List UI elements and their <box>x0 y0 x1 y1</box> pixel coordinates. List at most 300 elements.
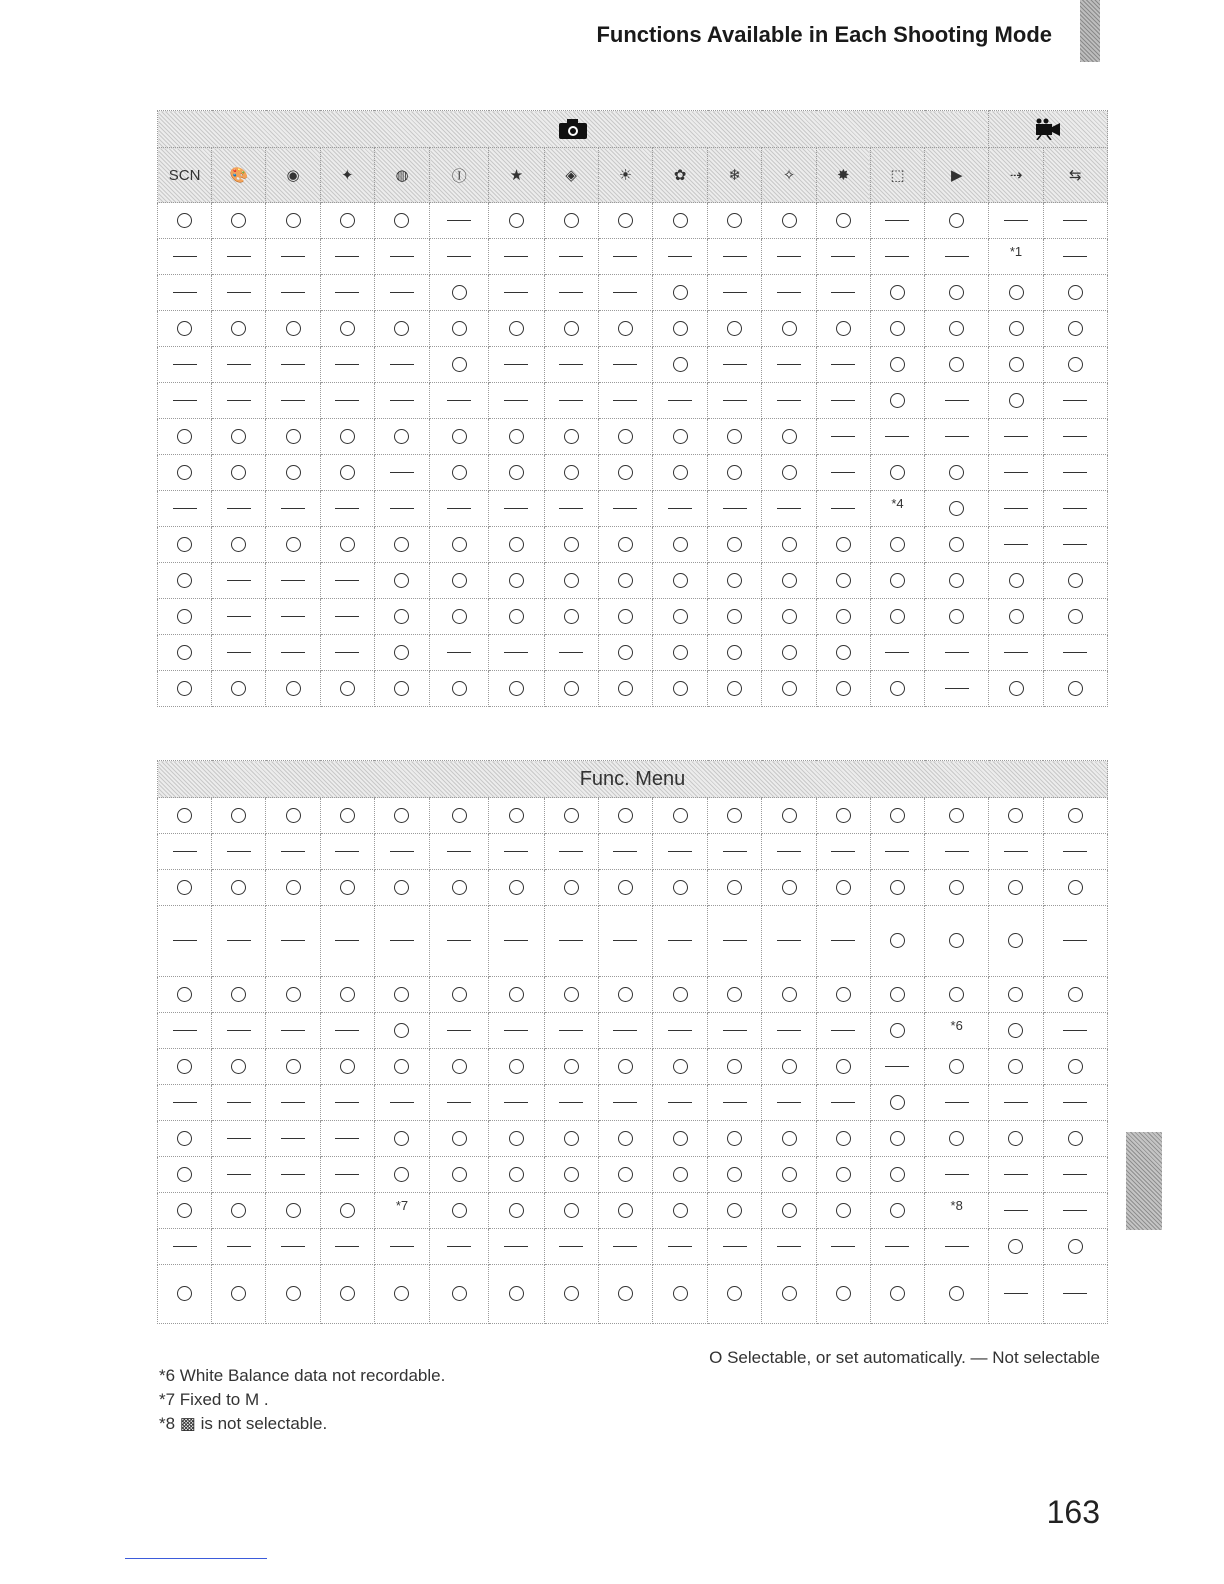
top-cell <box>544 383 598 419</box>
not-selectable-mark <box>227 1030 251 1031</box>
selectable-mark <box>1008 987 1023 1002</box>
top-cell <box>925 239 989 275</box>
not-selectable-mark <box>777 851 801 852</box>
bottom-cell <box>320 870 374 906</box>
selectable-mark <box>286 1059 301 1074</box>
not-selectable-mark <box>335 1246 359 1247</box>
not-selectable-mark <box>559 1102 583 1103</box>
selectable-mark <box>394 1023 409 1038</box>
top-cell <box>430 311 489 347</box>
bottom-cell <box>652 1229 707 1265</box>
bottom-cell <box>266 1265 320 1324</box>
top-cell <box>598 455 652 491</box>
top-cell <box>925 635 989 671</box>
selectable-mark <box>231 1059 246 1074</box>
bottom-cell <box>320 798 374 834</box>
selectable-mark <box>1009 393 1024 408</box>
top-cell <box>430 455 489 491</box>
not-selectable-mark <box>777 1102 801 1103</box>
selectable-mark <box>564 465 579 480</box>
selectable-mark <box>564 213 579 228</box>
not-selectable-mark <box>227 400 251 401</box>
bottom-cell <box>762 1049 816 1085</box>
not-selectable-mark <box>559 400 583 401</box>
selectable-mark <box>509 537 524 552</box>
selectable-mark <box>673 1131 688 1146</box>
not-selectable-mark <box>1063 851 1087 852</box>
selectable-mark <box>1068 1131 1083 1146</box>
top-cell <box>489 635 544 671</box>
not-selectable-mark <box>1063 436 1087 437</box>
selectable-mark <box>949 573 964 588</box>
bottom-cell <box>989 1085 1043 1121</box>
bottom-cell <box>266 1085 320 1121</box>
not-selectable-mark <box>1004 508 1028 509</box>
bottom-cell <box>489 1085 544 1121</box>
table-row <box>158 383 1108 419</box>
func-menu-table <box>157 760 1108 1324</box>
bottom-cell <box>989 1013 1043 1049</box>
selectable-mark <box>727 609 742 624</box>
bottom-cell <box>374 1121 429 1157</box>
bottom-cell <box>158 1265 212 1324</box>
selectable-mark <box>394 645 409 660</box>
top-cell <box>212 563 266 599</box>
selectable-mark <box>394 681 409 696</box>
selectable-mark <box>394 987 409 1002</box>
bottom-cell <box>762 1193 816 1229</box>
selectable-mark <box>890 465 905 480</box>
bottom-cell: *8 <box>925 1193 989 1229</box>
not-selectable-mark <box>227 580 251 581</box>
bottom-cell <box>762 977 816 1013</box>
top-cell <box>212 599 266 635</box>
table-row <box>158 563 1108 599</box>
selectable-mark <box>782 537 797 552</box>
bottom-cell <box>544 1049 598 1085</box>
bottom-cell <box>1043 870 1107 906</box>
selectable-mark <box>1008 1059 1023 1074</box>
bottom-cell <box>158 1121 212 1157</box>
selectable-mark <box>177 808 192 823</box>
bottom-cell <box>762 906 816 977</box>
bottom-cell <box>320 1193 374 1229</box>
not-selectable-mark <box>1004 1293 1028 1294</box>
not-selectable-mark <box>281 616 305 617</box>
not-selectable-mark <box>504 292 528 293</box>
selectable-mark <box>231 880 246 895</box>
not-selectable-mark <box>945 851 969 852</box>
selectable-mark <box>177 681 192 696</box>
top-cell <box>544 203 598 239</box>
mode-icon: ⬚ <box>870 148 924 203</box>
table-row <box>158 1085 1108 1121</box>
top-cell <box>544 311 598 347</box>
selectable-mark <box>452 1059 467 1074</box>
bottom-cell <box>320 1085 374 1121</box>
not-selectable-mark <box>1004 851 1028 852</box>
bottom-cell <box>598 1193 652 1229</box>
bottom-cell <box>598 1121 652 1157</box>
not-selectable-mark <box>504 1030 528 1031</box>
top-cell <box>870 455 924 491</box>
selectable-mark <box>394 1167 409 1182</box>
table-row <box>158 311 1108 347</box>
legend: O Selectable, or set automatically. — Not selectable <box>709 1348 1100 1367</box>
not-selectable-mark <box>447 940 471 941</box>
selectable-mark <box>890 880 905 895</box>
top-cell <box>374 419 429 455</box>
bottom-cell <box>1043 1013 1107 1049</box>
bottom-cell <box>212 798 266 834</box>
bottom-cell <box>652 1085 707 1121</box>
selectable-mark <box>782 429 797 444</box>
table-row <box>158 1265 1108 1324</box>
bottom-cell <box>1043 1049 1107 1085</box>
top-cell <box>762 383 816 419</box>
not-selectable-mark <box>831 256 855 257</box>
bottom-cell <box>158 1013 212 1049</box>
selectable-mark <box>890 1203 905 1218</box>
bottom-cell <box>989 834 1043 870</box>
not-selectable-mark <box>1063 472 1087 473</box>
not-selectable-mark <box>335 292 359 293</box>
top-cell <box>158 455 212 491</box>
not-selectable-mark <box>831 1246 855 1247</box>
not-selectable-mark <box>335 364 359 365</box>
selectable-mark <box>673 213 688 228</box>
selectable-mark <box>1068 987 1083 1002</box>
movie-header <box>989 111 1108 148</box>
selectable-mark <box>177 1131 192 1146</box>
selectable-mark <box>452 987 467 1002</box>
top-cell <box>1043 239 1107 275</box>
bottom-cell <box>762 870 816 906</box>
selectable-mark <box>1068 573 1083 588</box>
not-selectable-mark <box>504 851 528 852</box>
table-row <box>158 203 1108 239</box>
table-row <box>158 419 1108 455</box>
bottom-cell <box>374 1085 429 1121</box>
not-selectable-mark <box>335 256 359 257</box>
selectable-mark <box>890 357 905 372</box>
bottom-cell <box>374 977 429 1013</box>
bottom-cell <box>374 1265 429 1324</box>
selectable-mark <box>618 645 633 660</box>
top-cell <box>158 203 212 239</box>
selectable-mark <box>564 681 579 696</box>
not-selectable-mark <box>831 508 855 509</box>
not-selectable-mark <box>668 256 692 257</box>
not-selectable-mark <box>281 1102 305 1103</box>
top-cell <box>489 563 544 599</box>
mode-icon: ▶ <box>925 148 989 203</box>
top-cell <box>762 491 816 527</box>
not-selectable-mark <box>831 1030 855 1031</box>
top-cell <box>989 491 1043 527</box>
selectable-mark <box>727 880 742 895</box>
not-selectable-mark <box>504 256 528 257</box>
bottom-cell <box>652 977 707 1013</box>
bottom-cell <box>870 977 924 1013</box>
selectable-mark <box>673 645 688 660</box>
not-selectable-mark <box>668 1246 692 1247</box>
bottom-cell <box>544 1085 598 1121</box>
selectable-mark <box>727 465 742 480</box>
not-selectable-mark <box>777 940 801 941</box>
top-cell <box>266 275 320 311</box>
selectable-mark <box>177 609 192 624</box>
top-cell <box>320 491 374 527</box>
top-cell <box>489 491 544 527</box>
bottom-cell <box>266 1229 320 1265</box>
bottom-cell <box>989 1229 1043 1265</box>
selectable-mark <box>231 321 246 336</box>
top-cell <box>652 239 707 275</box>
selectable-mark <box>949 1059 964 1074</box>
top-cell <box>708 635 762 671</box>
not-selectable-mark <box>723 1030 747 1031</box>
movie-camera-icon <box>1033 118 1063 140</box>
selectable-mark <box>286 465 301 480</box>
top-cell <box>762 599 816 635</box>
bottom-cell <box>816 1121 870 1157</box>
selectable-mark <box>509 609 524 624</box>
bottom-cell <box>816 798 870 834</box>
selectable-mark <box>286 681 301 696</box>
not-selectable-mark <box>281 652 305 653</box>
bottom-cell <box>489 798 544 834</box>
not-selectable-mark <box>447 1246 471 1247</box>
selectable-mark <box>509 429 524 444</box>
top-cell <box>1043 311 1107 347</box>
not-selectable-mark <box>390 256 414 257</box>
bottom-cell <box>652 798 707 834</box>
bottom-cell <box>430 1121 489 1157</box>
bottom-cell <box>489 977 544 1013</box>
bottom-cell <box>544 1265 598 1324</box>
bottom-cell <box>374 1157 429 1193</box>
top-cell <box>374 527 429 563</box>
not-selectable-mark <box>1063 1174 1087 1175</box>
top-cell <box>266 347 320 383</box>
top-cell <box>816 203 870 239</box>
top-cell <box>266 203 320 239</box>
bottom-cell <box>652 1013 707 1049</box>
not-selectable-mark <box>1063 544 1087 545</box>
top-cell <box>158 527 212 563</box>
not-selectable-mark <box>504 940 528 941</box>
top-cell <box>212 275 266 311</box>
top-cell <box>320 383 374 419</box>
bottom-cell <box>598 798 652 834</box>
selectable-mark <box>340 681 355 696</box>
not-selectable-mark <box>335 851 359 852</box>
mode-icon: ☀ <box>598 148 652 203</box>
bottom-cell <box>598 1229 652 1265</box>
top-cell <box>870 419 924 455</box>
func-menu-banner: Func. Menu <box>158 761 1108 798</box>
selectable-mark <box>340 1203 355 1218</box>
top-cell <box>266 599 320 635</box>
top-cell <box>544 635 598 671</box>
bottom-cell <box>708 1049 762 1085</box>
bottom-cell <box>816 1157 870 1193</box>
bottom-cell: *7 <box>374 1193 429 1229</box>
top-cell <box>762 527 816 563</box>
bottom-cell <box>489 1013 544 1049</box>
not-selectable-mark <box>945 652 969 653</box>
selectable-mark <box>452 609 467 624</box>
selectable-mark <box>564 1286 579 1301</box>
selectable-mark <box>1008 880 1023 895</box>
selectable-mark <box>836 645 851 660</box>
top-cell <box>374 239 429 275</box>
bottom-cell <box>870 798 924 834</box>
selectable-mark <box>1068 880 1083 895</box>
top-cell <box>374 563 429 599</box>
mode-icon: SCN <box>158 148 212 203</box>
top-cell <box>266 527 320 563</box>
top-cell <box>489 311 544 347</box>
mode-icon: ⇆ <box>1043 148 1107 203</box>
mode-icon: Ⓘ <box>430 148 489 203</box>
bottom-cell <box>544 977 598 1013</box>
top-cell <box>762 203 816 239</box>
mode-icon: ✸ <box>816 148 870 203</box>
top-cell <box>374 599 429 635</box>
bottom-cell <box>1043 1121 1107 1157</box>
not-selectable-mark <box>390 1246 414 1247</box>
top-cell <box>430 491 489 527</box>
top-cell <box>762 347 816 383</box>
bottom-cell <box>430 1193 489 1229</box>
top-cell <box>925 311 989 347</box>
top-cell <box>320 311 374 347</box>
selectable-mark <box>949 609 964 624</box>
selectable-mark <box>564 1131 579 1146</box>
selectable-mark <box>564 1203 579 1218</box>
selectable-mark <box>564 1167 579 1182</box>
top-cell <box>708 563 762 599</box>
bottom-cell <box>1043 1229 1107 1265</box>
top-cell <box>652 383 707 419</box>
top-cell <box>1043 491 1107 527</box>
selectable-mark <box>452 429 467 444</box>
top-cell <box>374 203 429 239</box>
bottom-cell <box>158 1229 212 1265</box>
selectable-mark <box>618 609 633 624</box>
selectable-mark <box>890 321 905 336</box>
bottom-cell <box>598 1085 652 1121</box>
top-cell <box>266 455 320 491</box>
selectable-mark <box>1008 1131 1023 1146</box>
bottom-cell <box>212 1085 266 1121</box>
not-selectable-mark <box>831 1102 855 1103</box>
top-cell <box>544 527 598 563</box>
selectable-mark <box>890 933 905 948</box>
selectable-mark <box>1068 321 1083 336</box>
bottom-cell <box>544 870 598 906</box>
selectable-mark <box>394 537 409 552</box>
bottom-cell <box>652 906 707 977</box>
selectable-mark <box>231 808 246 823</box>
top-cell <box>544 419 598 455</box>
selectable-mark <box>949 808 964 823</box>
top-cell <box>816 599 870 635</box>
selectable-mark <box>177 645 192 660</box>
selectable-mark <box>836 1131 851 1146</box>
selectable-mark <box>452 321 467 336</box>
bottom-cell <box>925 1049 989 1085</box>
bottom-cell <box>158 977 212 1013</box>
bottom-cell <box>925 834 989 870</box>
selectable-mark <box>949 987 964 1002</box>
bottom-cell <box>1043 1265 1107 1324</box>
top-cell <box>870 635 924 671</box>
bottom-cell <box>816 1229 870 1265</box>
not-selectable-mark <box>945 1246 969 1247</box>
top-cell <box>430 599 489 635</box>
table-row <box>158 455 1108 491</box>
top-cell <box>158 671 212 707</box>
top-cell <box>708 527 762 563</box>
top-cell <box>598 635 652 671</box>
top-cell <box>989 203 1043 239</box>
top-cell <box>708 383 762 419</box>
selectable-mark <box>340 321 355 336</box>
bottom-cell <box>870 870 924 906</box>
shooting-mode-table <box>157 110 1108 707</box>
selectable-mark <box>177 1203 192 1218</box>
not-selectable-mark <box>504 652 528 653</box>
bottom-cell <box>430 870 489 906</box>
selectable-mark <box>286 321 301 336</box>
selectable-mark <box>394 808 409 823</box>
bottom-cell <box>320 977 374 1013</box>
not-selectable-mark <box>559 292 583 293</box>
not-selectable-mark <box>831 851 855 852</box>
top-cell <box>212 455 266 491</box>
selectable-mark <box>782 1167 797 1182</box>
bottom-cell <box>870 1013 924 1049</box>
not-selectable-mark <box>335 1174 359 1175</box>
bottom-cell <box>925 906 989 977</box>
bottom-cell <box>374 1229 429 1265</box>
selectable-mark <box>618 808 633 823</box>
selectable-mark <box>782 1131 797 1146</box>
not-selectable-mark <box>723 1102 747 1103</box>
not-selectable-mark <box>390 940 414 941</box>
top-cell <box>762 563 816 599</box>
top-cell <box>320 599 374 635</box>
bottom-cell <box>708 977 762 1013</box>
not-selectable-mark <box>945 436 969 437</box>
top-cell <box>1043 275 1107 311</box>
not-selectable-mark <box>613 364 637 365</box>
top-cell <box>212 419 266 455</box>
top-cell <box>158 599 212 635</box>
selectable-mark <box>1068 808 1083 823</box>
selectable-mark <box>673 681 688 696</box>
selectable-mark <box>618 1131 633 1146</box>
not-selectable-mark <box>1004 472 1028 473</box>
bottom-cell <box>544 1193 598 1229</box>
top-cell <box>374 347 429 383</box>
top-cell <box>430 419 489 455</box>
selectable-mark <box>509 987 524 1002</box>
top-cell <box>374 635 429 671</box>
